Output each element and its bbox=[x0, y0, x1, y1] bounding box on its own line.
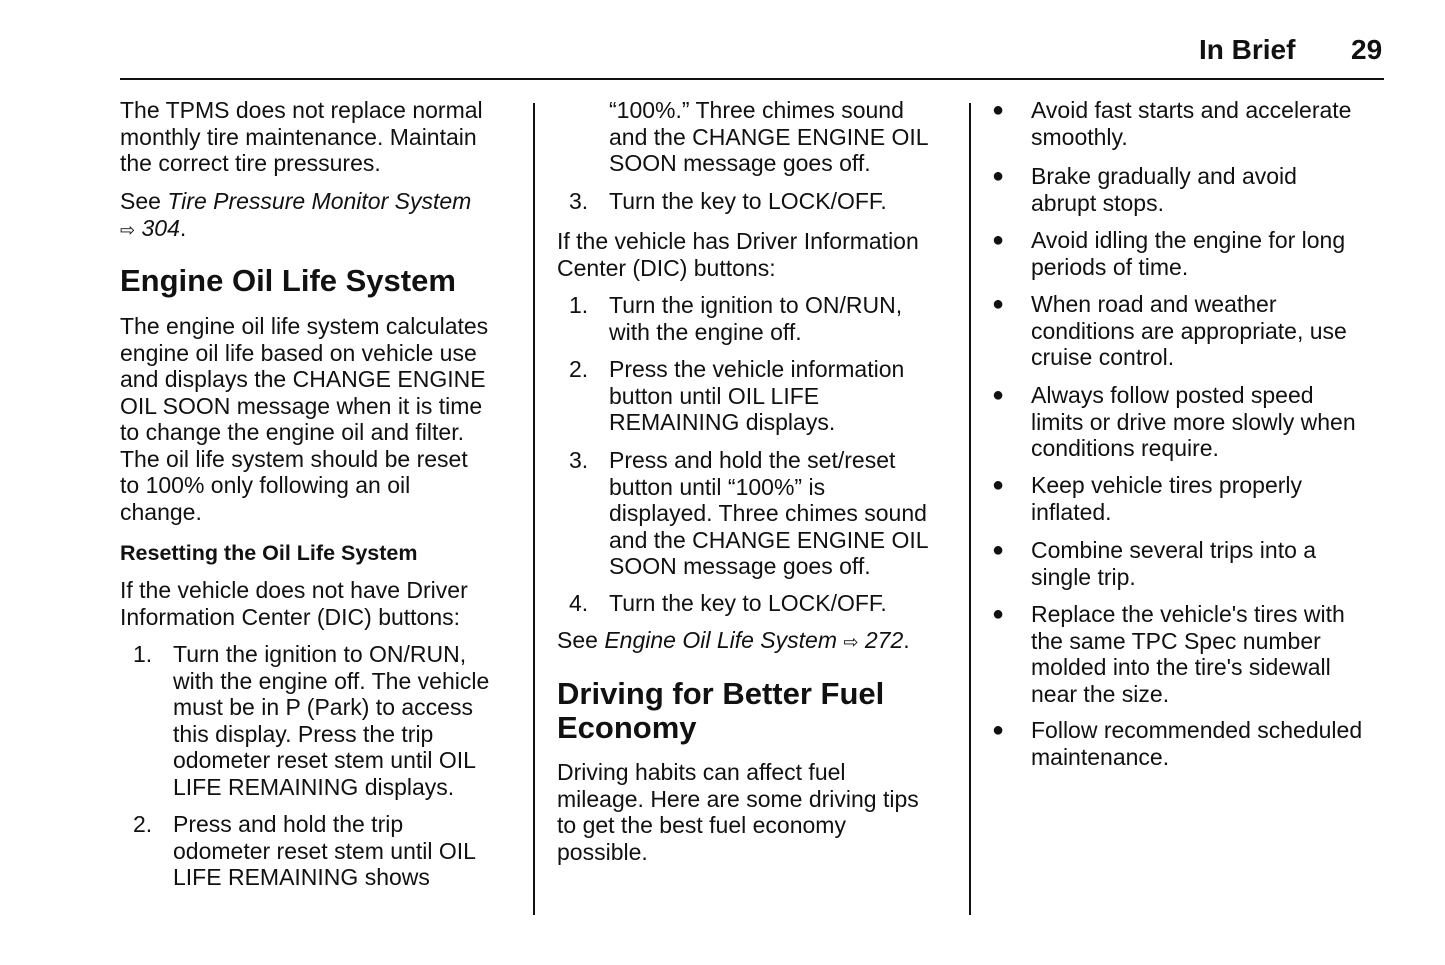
list-item: Brake gradually and avoid abrupt stops. bbox=[1031, 163, 1297, 216]
list-item: Combine several trips into a single trip. bbox=[1031, 537, 1317, 590]
bullet-icon: ● bbox=[992, 474, 1005, 496]
paragraph: Driving habits can affect fuel mileage. Here are some driving tips to get the best fuel economy possible. bbox=[557, 759, 919, 865]
list-item: Follow recommended scheduled maintenance. bbox=[1031, 717, 1363, 770]
list-item: Always follow posted speed limits or drive more slowly when conditions require. bbox=[1031, 382, 1356, 461]
paragraph: If the vehicle has Driver Information Center (DIC) buttons: bbox=[557, 228, 919, 281]
list-item: Avoid fast starts and accelerate smoothly. bbox=[1031, 97, 1352, 150]
paragraph: The TPMS does not replace normal monthly tire maintenance. Maintain the correct tire pressures. bbox=[120, 97, 483, 176]
bullet-icon: ● bbox=[992, 719, 1005, 741]
bullet-icon: ● bbox=[992, 603, 1005, 625]
reference-page[interactable]: 304 bbox=[141, 214, 180, 241]
see-label: See bbox=[557, 627, 605, 653]
paragraph: If the vehicle does not have Driver Information Center (DIC) buttons: bbox=[120, 577, 468, 630]
subheading: Resetting the Oil Life System bbox=[120, 541, 418, 565]
reference-link[interactable]: Tire Pressure Monitor System bbox=[167, 188, 472, 214]
paragraph: The engine oil life system calculates engine oil life based on vehicle use and displays the CHANGE ENGINE OIL SOON message when it is time to change the engine oil and filter. The oil life system should be reset to 100% only following an oil change. bbox=[120, 313, 489, 525]
reference-page[interactable]: 272 bbox=[864, 627, 904, 653]
list-item: Replace the vehicle's tires with the same TPC Spec number molded into the tire's sidewall near the size. bbox=[1031, 601, 1345, 707]
list-item: When road and weather conditions are appropriate, use cruise control. bbox=[1031, 291, 1347, 370]
step-text: Turn the key to LOCK/OFF. bbox=[609, 590, 887, 616]
see-reference bbox=[120, 188, 471, 243]
step-number: 3. bbox=[569, 447, 589, 473]
step-number: 3. bbox=[569, 188, 589, 214]
see-reference bbox=[557, 627, 910, 656]
step-number: 2. bbox=[133, 811, 153, 837]
step-text: Turn the ignition to ON/RUN, with the engine off. bbox=[609, 292, 903, 345]
section-title: In Brief bbox=[1199, 34, 1296, 65]
bullet-icon: ● bbox=[992, 165, 1005, 187]
step-text: Press and hold the trip odometer reset stem until OIL LIFE REMAINING shows bbox=[173, 811, 476, 890]
bullet-icon: ● bbox=[992, 99, 1005, 121]
step-text: Turn the key to LOCK/OFF. bbox=[609, 188, 887, 214]
column-divider bbox=[969, 103, 971, 915]
arrow-right-icon: ⇨ bbox=[843, 632, 859, 652]
step-text: Turn the ignition to ON/RUN, with the engine off. The vehicle must be in P (Park) to access this display. Press the trip odometer reset stem until OIL LIFE REMAINING displays. bbox=[173, 641, 490, 800]
list-item: Avoid idling the engine for long periods of time. bbox=[1031, 227, 1346, 280]
step-text: Press and hold the set/reset button until “100%” is displayed. Three chimes sound and the CHANGE ENGINE OIL SOON message goes off. bbox=[609, 447, 929, 579]
step-text: Press the vehicle information button until OIL LIFE REMAINING displays. bbox=[609, 356, 905, 435]
see-label: See bbox=[120, 188, 168, 214]
header-rule bbox=[120, 78, 1384, 80]
step-number: 1. bbox=[133, 641, 153, 667]
bullet-icon: ● bbox=[992, 384, 1005, 406]
step-number: 1. bbox=[569, 292, 589, 318]
column-divider bbox=[533, 103, 535, 915]
bullet-icon: ● bbox=[992, 293, 1005, 315]
reference-link[interactable]: Engine Oil Life System bbox=[604, 627, 837, 653]
section-heading: Engine Oil Life System bbox=[120, 263, 456, 298]
bullet-icon: ● bbox=[992, 539, 1005, 561]
step-text-continued: “100%.” Three chimes sound and the CHANGE ENGINE OIL SOON message goes off. bbox=[609, 97, 929, 176]
page-number: 29 bbox=[1351, 34, 1383, 65]
punctuation: . bbox=[903, 627, 910, 653]
section-heading: Driving for Better Fuel Economy bbox=[557, 676, 885, 745]
punctuation: . bbox=[179, 214, 187, 241]
list-item: Keep vehicle tires properly inflated. bbox=[1031, 472, 1303, 525]
step-number: 4. bbox=[569, 590, 589, 616]
step-number: 2. bbox=[569, 356, 589, 382]
bullet-icon: ● bbox=[992, 229, 1005, 251]
arrow-right-icon: ⇨ bbox=[120, 219, 136, 240]
